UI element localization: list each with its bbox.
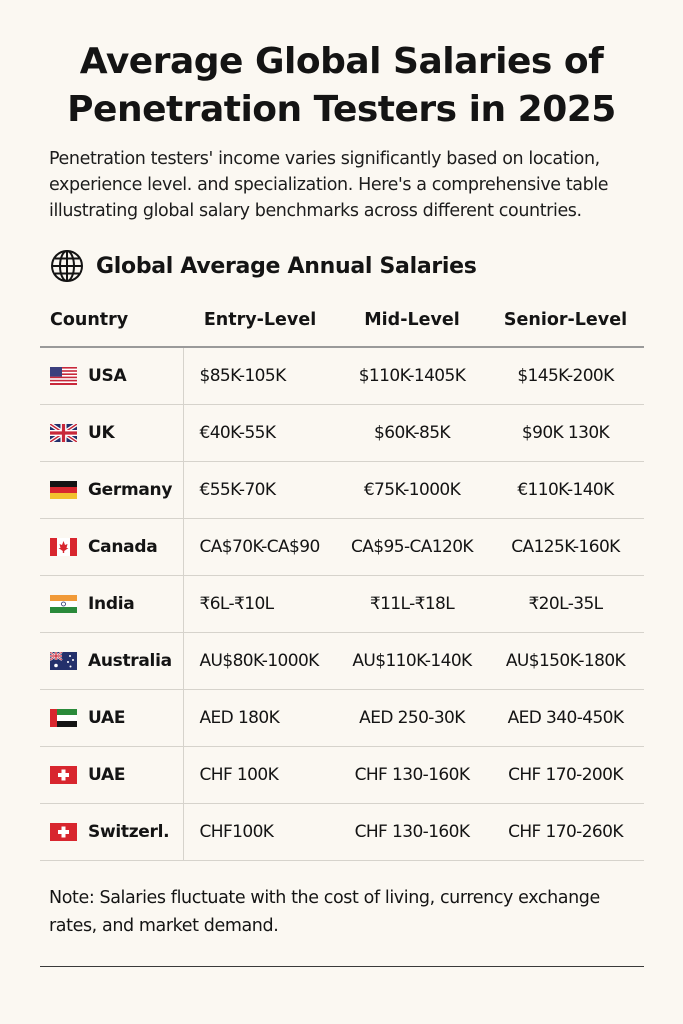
country-cell (40, 405, 183, 462)
country-name: UAE (88, 765, 126, 785)
senior-level-cell: AED 340-450K (487, 690, 644, 747)
table-row (40, 405, 644, 462)
section-header (50, 248, 477, 284)
entry-level-cell: €40K-55K (183, 405, 337, 462)
page-title (0, 38, 683, 134)
country-cell (40, 347, 183, 405)
entry-level-cell: CA$70K-CA$90 (183, 519, 337, 576)
section-heading: Global Average Annual Salaries (96, 253, 477, 279)
table-row (40, 347, 644, 405)
table-row (40, 690, 644, 747)
mid-level-cell: €75K-1000K (337, 462, 487, 519)
mid-level-cell: $110K-1405K (337, 347, 487, 405)
country-name: Australia (88, 651, 172, 671)
country-cell (40, 747, 183, 804)
column-header-senior: Senior-Level (487, 294, 644, 347)
country-name: USA (88, 366, 127, 386)
canada-flag-icon (50, 538, 77, 556)
title-line-2: Penetration Testers in 2025 (67, 89, 616, 130)
country-name: Switzerl. (88, 822, 170, 842)
mid-level-cell: CHF 130-160K (337, 747, 487, 804)
country-name: India (88, 594, 135, 614)
country-cell (40, 804, 183, 861)
entry-level-cell: AU$80K-1000K (183, 633, 337, 690)
country-name: UAE (88, 708, 126, 728)
switzerland-flag-icon (50, 823, 77, 841)
senior-level-cell: CHF 170-200K (487, 747, 644, 804)
senior-level-cell: $90K 130K (487, 405, 644, 462)
table-row (40, 462, 644, 519)
country-cell (40, 462, 183, 519)
senior-level-cell: CHF 170-260K (487, 804, 644, 861)
entry-level-cell: ₹6L-₹10L (183, 576, 337, 633)
salary-table (40, 294, 644, 861)
column-header-entry: Entry-Level (183, 294, 337, 347)
entry-level-cell: AED 180K (183, 690, 337, 747)
bottom-divider (40, 966, 644, 967)
india-flag-icon (50, 595, 77, 613)
table-header-row (40, 294, 644, 347)
country-cell (40, 690, 183, 747)
title-line-1: Average Global Salaries of (79, 41, 604, 82)
mid-level-cell: CA$95-CA120K (337, 519, 487, 576)
senior-level-cell: $145K-200K (487, 347, 644, 405)
entry-level-cell: €55K-70K (183, 462, 337, 519)
country-cell (40, 519, 183, 576)
country-cell (40, 633, 183, 690)
mid-level-cell: AED 250-30K (337, 690, 487, 747)
intro-paragraph: Penetration testers' income varies significantly based on location, experience level. and specialization. Here's a comprehensive table illustrating global salary benchmarks across different countries. (49, 149, 609, 221)
column-header-mid: Mid-Level (337, 294, 487, 347)
country-name: Canada (88, 537, 158, 557)
uae-flag-icon (50, 709, 77, 727)
senior-level-cell: CA125K-160K (487, 519, 644, 576)
country-name: Germany (88, 480, 173, 500)
table-row (40, 633, 644, 690)
germany-flag-icon (50, 481, 77, 499)
usa-flag-icon (50, 367, 77, 385)
country-name: UK (88, 423, 115, 443)
mid-level-cell: CHF 130-160K (337, 804, 487, 861)
mid-level-cell: AU$110K-140K (337, 633, 487, 690)
table-row (40, 804, 644, 861)
globe-icon (50, 249, 84, 283)
entry-level-cell: $85K-105K (183, 347, 337, 405)
uk-flag-icon (50, 424, 77, 442)
footnote: Note: Salaries fluctuate with the cost of living, currency exchange rates, and market demand. (49, 888, 600, 936)
mid-level-cell: ₹11L-₹18L (337, 576, 487, 633)
senior-level-cell: ₹20L-35L (487, 576, 644, 633)
senior-level-cell: €110K-140K (487, 462, 644, 519)
senior-level-cell: AU$150K-180K (487, 633, 644, 690)
table-row (40, 519, 644, 576)
entry-level-cell: CHF100K (183, 804, 337, 861)
entry-level-cell: CHF 100K (183, 747, 337, 804)
table-row (40, 747, 644, 804)
column-header-country: Country (40, 294, 183, 347)
mid-level-cell: $60K-85K (337, 405, 487, 462)
switzerland-flag-icon (50, 766, 77, 784)
australia-flag-icon (50, 652, 77, 670)
country-cell (40, 576, 183, 633)
table-row (40, 576, 644, 633)
